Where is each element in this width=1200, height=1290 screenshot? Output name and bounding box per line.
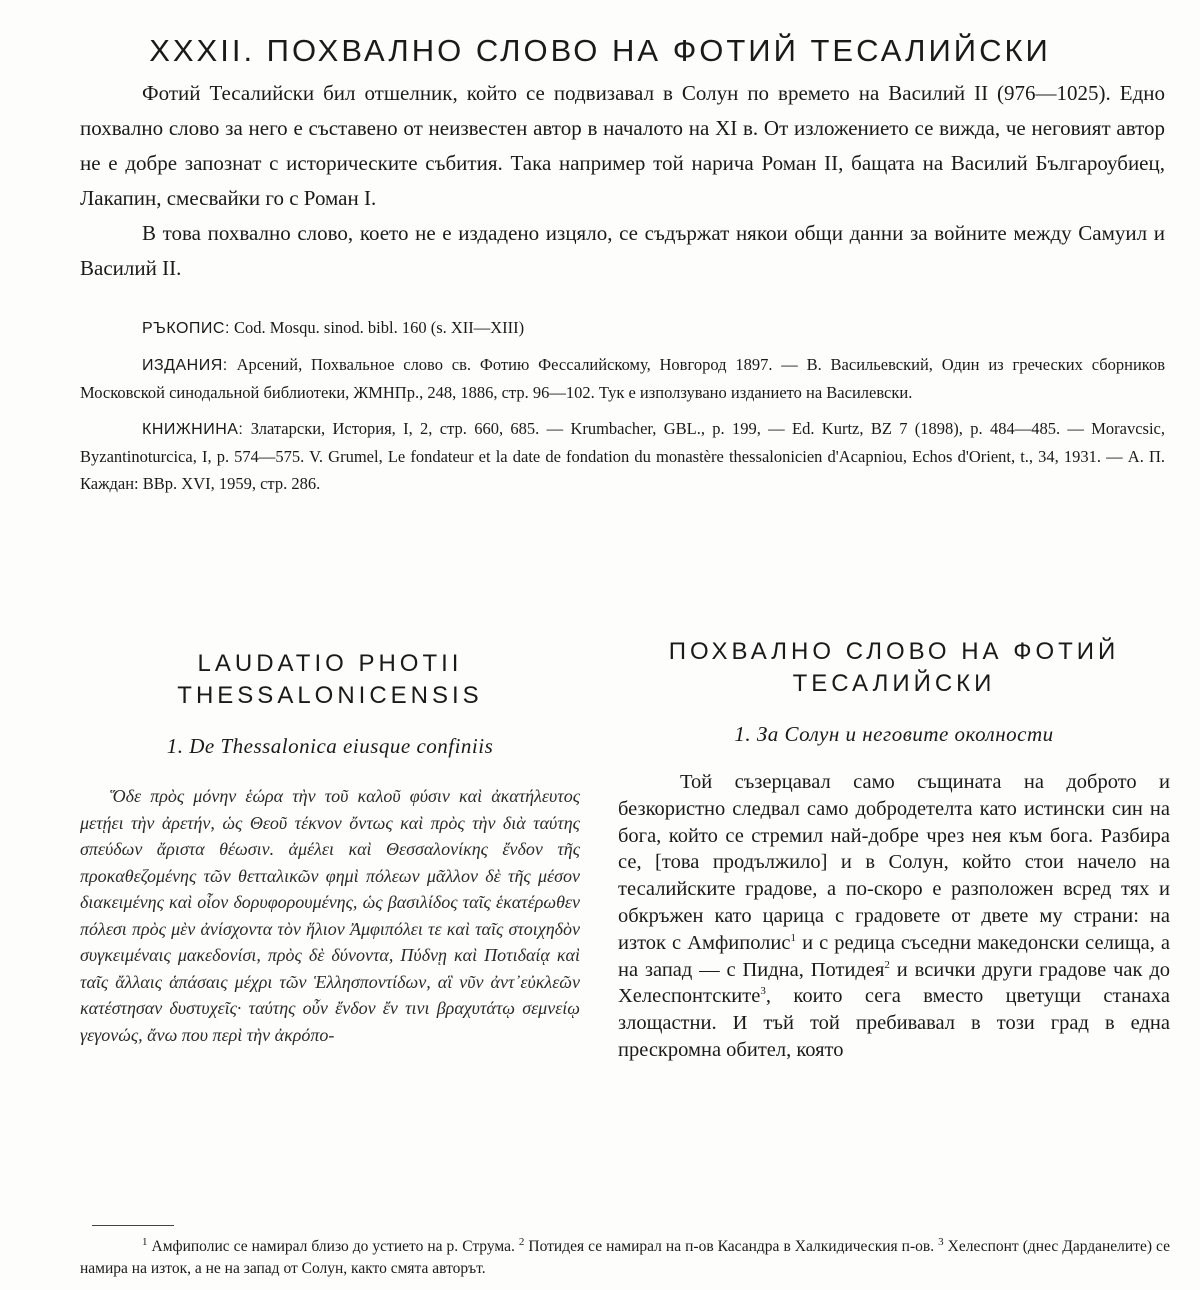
- bulgarian-subheading: 1. За Солун и неговите околности: [734, 722, 1054, 746]
- footnote-ref-1: 1: [790, 931, 796, 944]
- introduction: [80, 76, 1165, 286]
- bulgarian-column: [618, 636, 1170, 1064]
- intro-paragraph-2: В това похвално слово, което не е издадено изцяло, се съдържат някои общи данни за войните между Самуил и Василий II.: [80, 221, 1165, 280]
- footnote-ref-3: 3: [760, 985, 766, 998]
- intro-paragraph-1: Фотий Тесалийски бил отшелник, който се подвизавал в Солун по времето на Василий II (976—1025). Едно похвално слово за него е съставено от неизвестен автор в началото на XI в. От изложението се вижда, че неговият автор не е добре запознат с историческите събития. Така например той нарича Роман II, бащата на Василий Българоубиец, Лакапин, смесвайки го с Роман I.: [80, 81, 1165, 210]
- editions-text: Арсений, Похвальное слово св. Фотию Фессалийскому, Новгород 1897. — В. Васильевский, Один из греческих сборников Московской синодальной библиотеки, ЖМНПр., 248, 1886, стр. 96—102. Тук е използувано изданието на Василевски.: [80, 355, 1165, 402]
- footnote-3: Хелеспонт (днес Дарданелите) се намира на изток, а не на запад от Солун, както смята авторът.: [80, 1238, 1171, 1277]
- footnote-divider: [92, 1225, 174, 1226]
- editions-entry: [80, 351, 1165, 406]
- latin-subheading: 1. De Thessalonica eiusque confiniis: [166, 734, 494, 758]
- footnote-1: Амфиполис се намирал близо до устието на р. Струма.: [147, 1238, 519, 1255]
- manuscript-label: РЪКОПИС:: [142, 320, 230, 337]
- bulgarian-text-part-3: и всички други градове чак до Хелеспонтските: [618, 958, 1171, 1008]
- footnote-number-1: 1: [142, 1235, 148, 1248]
- greek-text: Ὅδε πρὸς μόνην ἑώρα τὴν τοῦ καλοῦ φύσιν καὶ ἀκατήλευτος μετῄει τὴν ἀρετήν, ὡς Θεοῦ τέκνον ὄντως καὶ πρὸς τὴν διὰ ταύτης σπεύδων ἄριστα θέωσιν. ἀμέλει καὶ Θεσσαλονίκης ἔνδον τῆς προκαθεζομένης τῶν θετταλικῶν φημὶ πόλεων μᾶλλον δὲ τῆς μέσον διακειμένης καὶ οἷον δορυφορουμένης, ὡς βασιλίδος ταῖς ἑκατέρωθεν πόλεσι πρὸς μὲν ἀνίσχοντα τὸν ἥλιον Ἀμφιπόλει τε καὶ ταῖς στοιχηδὸν συγκειμέναις μακεδονίσι, πρὸς δὲ δύνοντα, Πύδνῃ καὶ Ποτιδαίᾳ καὶ ταῖς ἄλλαις ἁπάσαις μέχρι τῶν Ἑλλησποντίδων, αἳ νῦν ἀντ᾽εὐκλεῶν κατέστησαν δυστυχεῖς· ταύτης οὖν ἔνδον ἔν τινι βραχυτάτῳ σεμνείῳ γεγονώς, ἄνω που περὶ τὴν ἀκρόπο-: [80, 786, 580, 1045]
- latin-heading-line-2: THESSALONICENSIS: [177, 682, 483, 709]
- footnote-ref-2: 2: [884, 958, 890, 971]
- bulgarian-heading: [618, 636, 1170, 700]
- bulgarian-text: [618, 769, 1170, 1064]
- footnote-number-3: 3: [938, 1235, 944, 1248]
- latin-heading: [80, 648, 580, 712]
- bulgarian-heading-line-2: ТЕСАЛИЙСКИ: [792, 670, 996, 697]
- latin-heading-line-1: LAUDATIO PHOTII: [197, 650, 463, 677]
- bibliography: [80, 314, 1165, 506]
- bulgarian-heading-line-1: ПОХВАЛНО СЛОВО НА ФОТИЙ: [668, 638, 1120, 665]
- literature-entry: [80, 415, 1165, 497]
- page-title: XXXII. ПОХВАЛНО СЛОВО НА ФОТИЙ ТЕСАЛИЙСКИ: [149, 32, 1051, 68]
- manuscript-text: Cod. Mosqu. sinod. bibl. 160 (s. XII—XIII): [234, 318, 525, 337]
- literature-label: КНИЖНИНА:: [142, 421, 244, 438]
- footnotes: [80, 1236, 1170, 1280]
- footnotes-text: [80, 1236, 1170, 1280]
- footnote-2: Потидея се намирал на п-ов Касандра в Халкидическия п-ов.: [524, 1238, 939, 1255]
- bulgarian-text-part-4: , които сега вместо цветущи станаха злощастни. И тъй той пребивавал в този град в една прескромна обител, която: [618, 985, 1170, 1061]
- editions-label: ИЗДАНИЯ:: [142, 357, 228, 374]
- bulgarian-text-part-2: и с редица съседни македонски селища, а на запад — с Пидна, Потидея: [618, 931, 1170, 981]
- latin-greek-column: [80, 648, 580, 1048]
- bulgarian-text-part-1: Той съзерцавал само същината на доброто и безкористно следвал само добродетелта като истински син на бога, който се стремил най-добре чрез нея към бога. Разбира се, [това продължило] и в Солун, който стои начело на тесалийските градове, а по-скоро е разположен всред тях и обкръжен като царица с градовете от двете му страни: на изток с Амфиполис: [618, 771, 1170, 954]
- footnote-number-2: 2: [518, 1235, 525, 1248]
- literature-text: Златарски, История, I, 2, стр. 660, 685. — Krumbacher, GBL., p. 199, — Ed. Kurtz, BZ 7 (1898), p. 484—485. — Moravcsic, Byzantinoturcica, I, p. 574—575. V. Grumel, Le fondateur et la date de fondation du monastère thessalonicien d'Acapniou, Echos d'Orient, t., 34, 1931. — А. П. Каждан: BBp. XVI, 1959, стр. 286.: [80, 419, 1166, 493]
- manuscript-entry: [80, 314, 1165, 342]
